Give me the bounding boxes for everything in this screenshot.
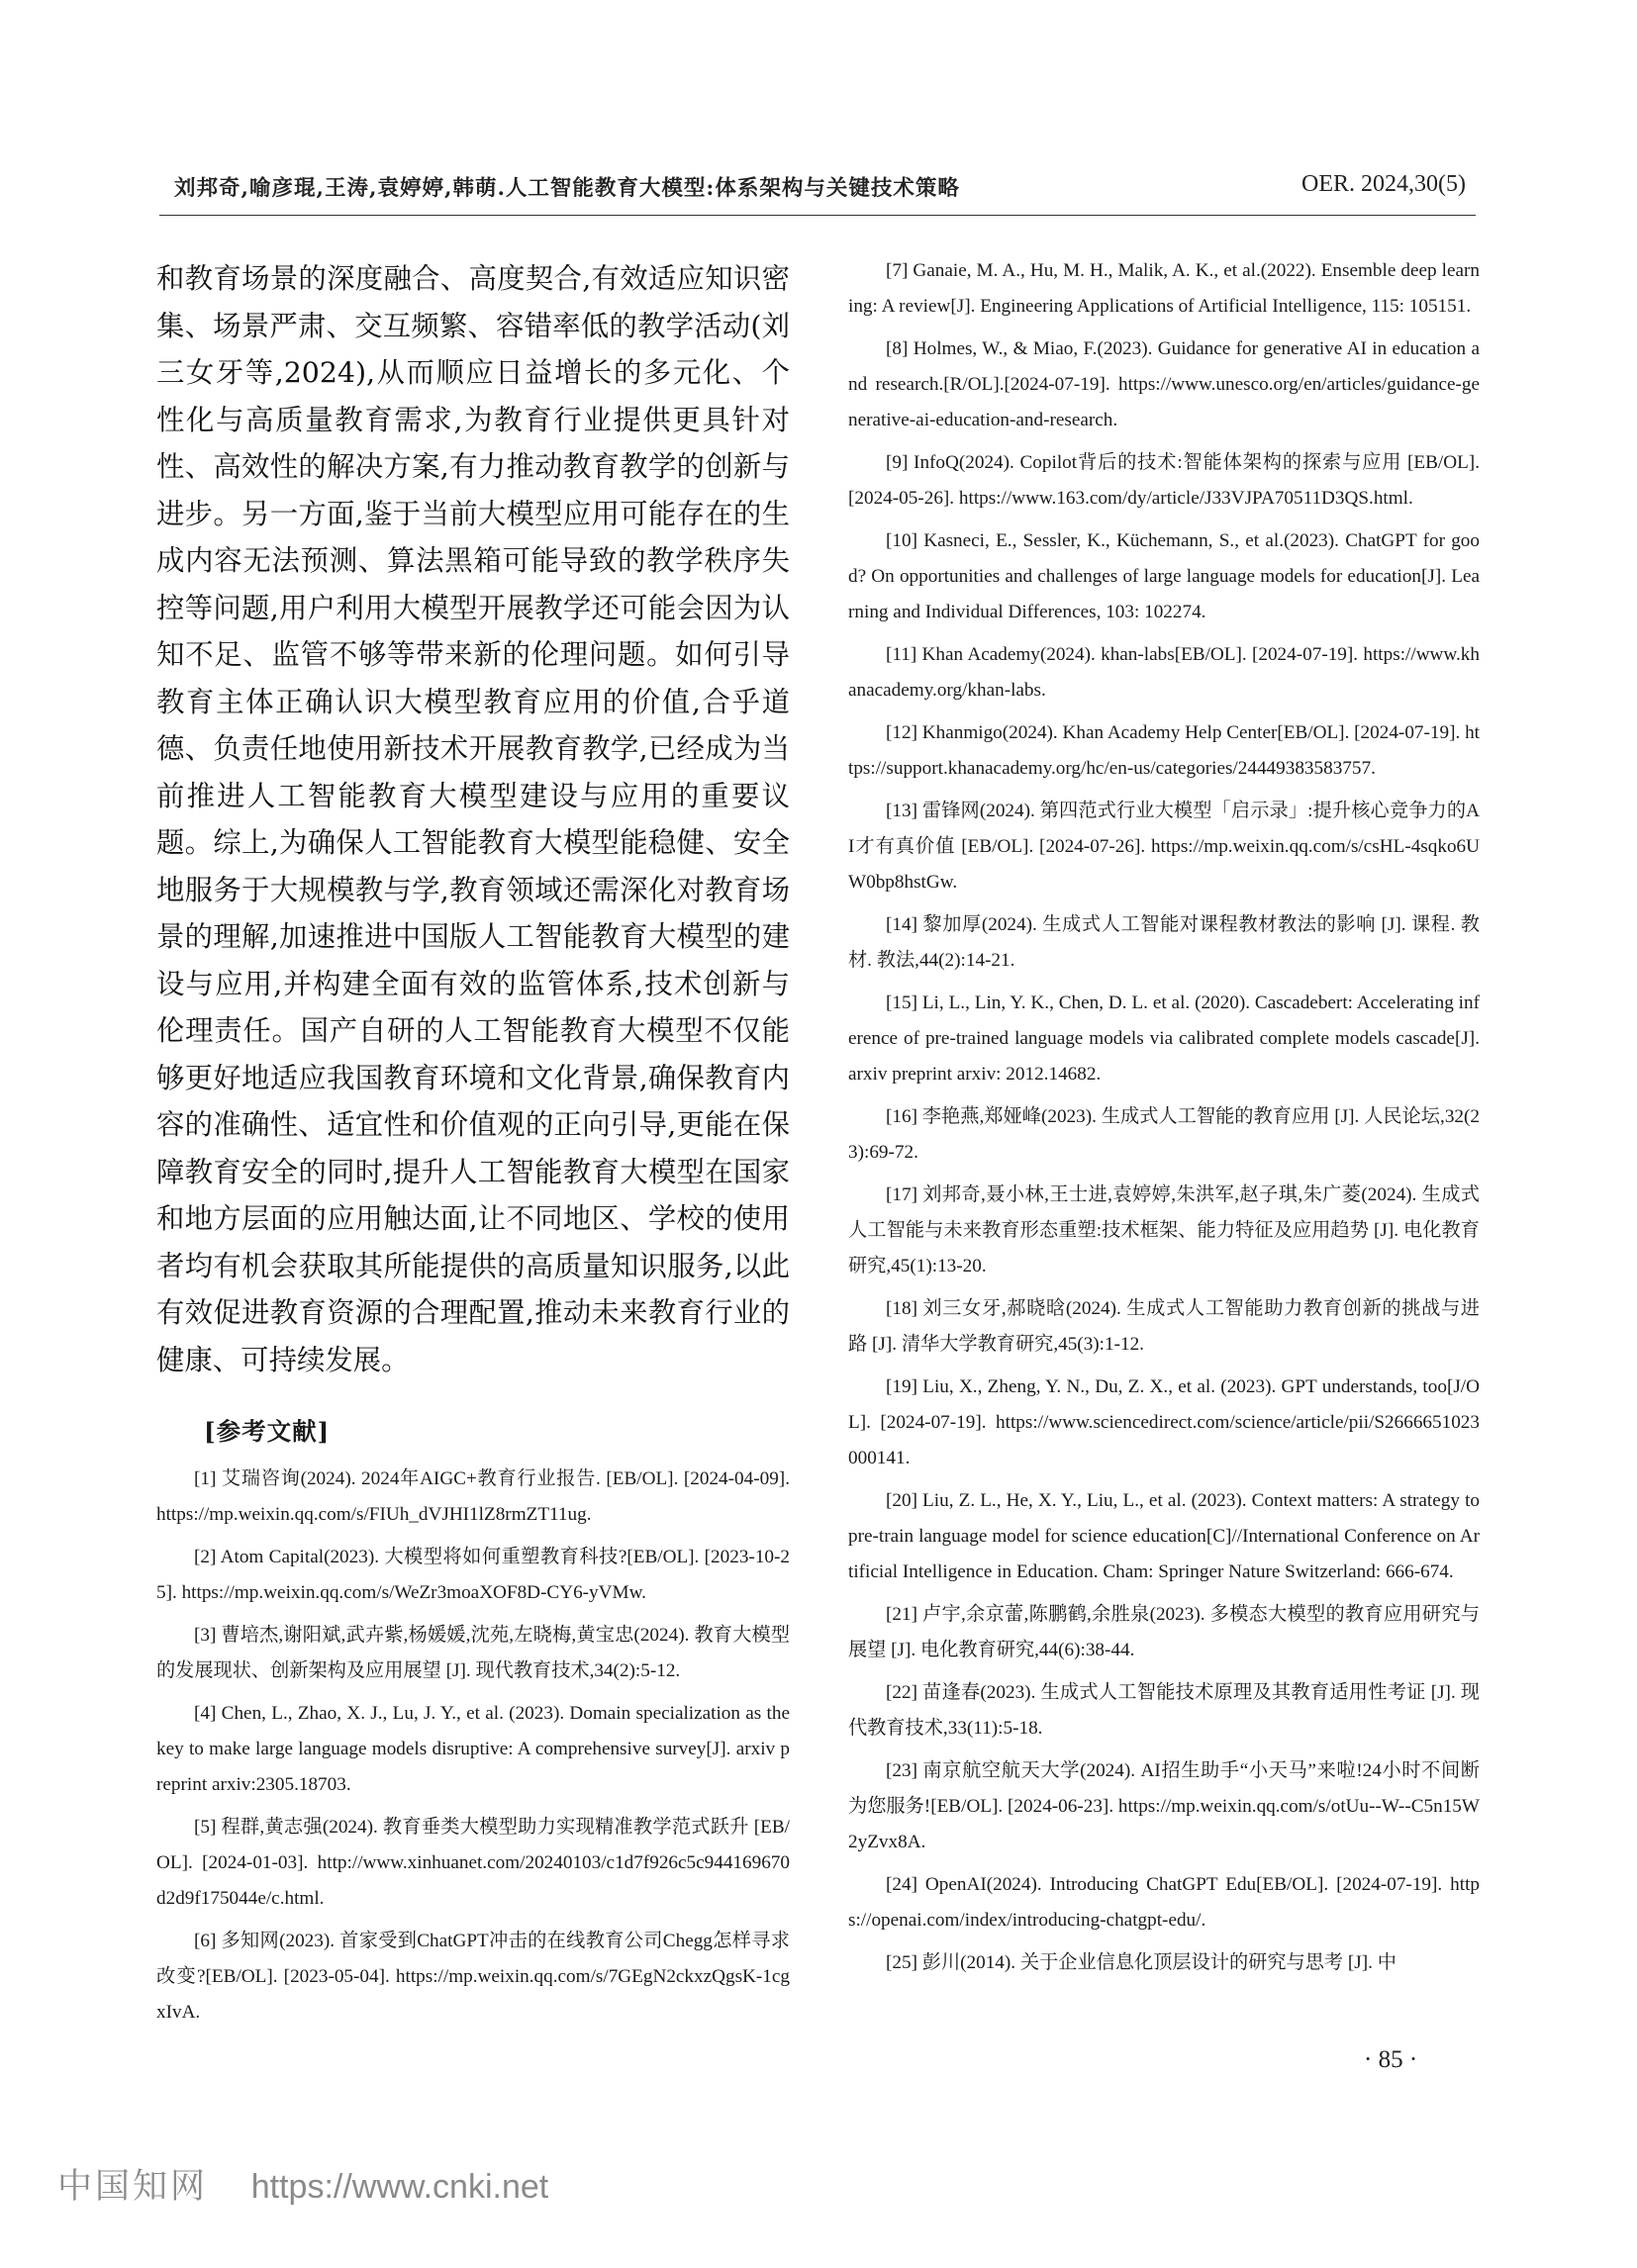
header-journal: OER. 2024,30(5) xyxy=(1301,171,1466,197)
reference-item: [13] 雷锋网(2024). 第四范式行业大模型「启示录」:提升核心竞争力的AI才有真价值 [EB/OL]. [2024-07-26]. https://mp.weixin.qq.com/s/csHL-4sqko6UW0bp8hstGw. xyxy=(848,801,1480,893)
reference-item: [4] Chen, L., Zhao, X. J., Lu, J. Y., et al. (2023). Domain specialization as the key to make large language models disruptive: A comprehensive survey[J]. arxiv preprint arxiv:2305.18703. xyxy=(156,1703,790,1795)
running-header xyxy=(174,171,1466,205)
reference-item: [15] Li, L., Lin, Y. K., Chen, D. L. et al. (2020). Cascadebert: Accelerating inference of pre-trained language models via calibrated complete models cascade[J]. arxiv preprint arxiv: 2012.14682. xyxy=(848,992,1480,1085)
reference-item: [8] Holmes, W., & Miao, F.(2023). Guidance for generative AI in education and research.[R/OL].[2024-07-19]. https://www.unesco.org/en/articles/guidance-generative-ai-education-and-research. xyxy=(848,338,1480,430)
reference-item: [16] 李艳燕,郑娅峰(2023). 生成式人工智能的教育应用 [J]. 人民论坛,32(23):69-72. xyxy=(848,1106,1480,1163)
left-column xyxy=(156,255,790,2037)
references-list-right xyxy=(848,253,1480,1981)
reference-item: [22] 苗逢春(2023). 生成式人工智能技术原理及其教育适用性考证 [J]. 现代教育技术,33(11):5-18. xyxy=(848,1682,1480,1739)
reference-item: [11] Khan Academy(2024). khan-labs[EB/OL]. [2024-07-19]. https://www.khanacademy.org/khan-labs. xyxy=(848,644,1480,701)
header-rule xyxy=(159,215,1476,216)
reference-item: [24] OpenAI(2024). Introducing ChatGPT Edu[EB/OL]. [2024-07-19]. https://openai.com/index/introducing-chatgpt-edu/. xyxy=(848,1874,1480,1931)
watermark-logo: 中国知网 xyxy=(57,2167,209,2206)
references-list-left xyxy=(156,1462,790,2031)
right-column xyxy=(848,253,1480,1988)
reference-item: [7] Ganaie, M. A., Hu, M. H., Malik, A. K., et al.(2022). Ensemble deep learning: A review[J]. Engineering Applications of Artificial Intelligence, 115: 105151. xyxy=(848,260,1480,317)
reference-item: [3] 曹培杰,谢阳斌,武卉紫,杨媛媛,沈苑,左晓梅,黄宝忠(2024). 教育大模型的发展现状、创新架构及应用展望 [J]. 现代教育技术,34(2):5-12. xyxy=(156,1625,790,1681)
reference-item: [17] 刘邦奇,聂小林,王士进,袁婷婷,朱洪军,赵子琪,朱广菱(2024). 生成式人工智能与未来教育形态重塑:技术框架、能力特征及应用趋势 [J]. 电化教育研究,45(1):13-20. xyxy=(848,1184,1480,1276)
reference-item: [19] Liu, X., Zheng, Y. N., Du, Z. X., et al. (2023). GPT understands, too[J/OL]. [2024-07-19]. https://www.sciencedirect.com/science/article/pii/S2666651023000141. xyxy=(848,1376,1480,1468)
reference-item: [1] 艾瑞咨询(2024). 2024年AIGC+教育行业报告. [EB/OL]. [2024-04-09]. https://mp.weixin.qq.com/s/FIUh_dVJHI1lZ8rmZT11ug. xyxy=(156,1468,790,1525)
cnki-watermark xyxy=(57,2159,548,2209)
reference-item: [23] 南京航空航天大学(2024). AI招生助手“小天马”来啦!24小时不间断为您服务![EB/OL]. [2024-06-23]. https://mp.weixin.qq.com/s/otUu--W--C5n15W2yZvx8A. xyxy=(848,1760,1480,1852)
reference-item: [20] Liu, Z. L., He, X. Y., Liu, L., et al. (2023). Context matters: A strategy to pre-train language model for science education[C]//International Conference on Artificial Intelligence in Education. Cham: Springer Nature Switzerland: 666-674. xyxy=(848,1490,1480,1582)
reference-item: [6] 多知网(2023). 首家受到ChatGPT冲击的在线教育公司Chegg怎样寻求改变?[EB/OL]. [2023-05-04]. https://mp.weixin.qq.com/s/7GEgN2ckxzQgsK-1cgxIvA. xyxy=(156,1931,790,2023)
reference-item: [25] 彭川(2014). 关于企业信息化顶层设计的研究与思考 [J]. 中 xyxy=(886,1952,1396,1973)
reference-item: [12] Khanmigo(2024). Khan Academy Help Center[EB/OL]. [2024-07-19]. https://support.khanacademy.org/hc/en-us/categories/24449383583757. xyxy=(848,722,1480,779)
reference-item: [10] Kasneci, E., Sessler, K., Küchemann, S., et al.(2023). ChatGPT for good? On opportunities and challenges of large language models for education[J]. Learning and Individual Differences, 103: 102274. xyxy=(848,530,1480,622)
reference-item: [18] 刘三女牙,郝晓晗(2024). 生成式人工智能助力教育创新的挑战与进路 [J]. 清华大学教育研究,45(3):1-12. xyxy=(848,1298,1480,1355)
references-heading: [参考文献] xyxy=(204,1417,331,1446)
reference-item: [9] InfoQ(2024). Copilot背后的技术:智能体架构的探索与应用 [EB/OL]. [2024-05-26]. https://www.163.com/dy/article/J33VJPA70511D3QS.html. xyxy=(848,452,1480,509)
page-number: · 85 · xyxy=(1364,2046,1418,2073)
reference-item: [21] 卢宇,余京蕾,陈鹏鹤,余胜泉(2023). 多模态大模型的教育应用研究与展望 [J]. 电化教育研究,44(6):38-44. xyxy=(848,1604,1480,1660)
reference-item: [2] Atom Capital(2023). 大模型将如何重塑教育科技?[EB/OL]. [2023-10-25]. https://mp.weixin.qq.com/s/WeZr3moaXOF8D-CY6-yVMw. xyxy=(156,1547,790,1603)
watermark-url: https://www.cnki.net xyxy=(250,2168,549,2206)
body-paragraph: 和教育场景的深度融合、高度契合,有效适应知识密集、场景严肃、交互频繁、容错率低的教学活动(刘三女牙等,2024),从而顺应日益增长的多元化、个性化与高质量教育需求,为教育行业提供更具针对性、高效性的解决方案,有力推动教育教学的创新与进步。另一方面,鉴于当前大模型应用可能存在的生成内容无法预测、算法黑箱可能导致的教学秩序失控等问题,用户利用大模型开展教学还可能会因为认知不足、监管不够等带来新的伦理问题。如何引导教育主体正确认识大模型教育应用的价值,合乎道德、负责任地使用新技术开展教育教学,已经成为当前推进人工智能教育大模型建设与应用的重要议题。综上,为确保人工智能教育大模型能稳健、安全地服务于大规模教与学,教育领域还需深化对教育场景的理解,加速推进中国版人工智能教育大模型的建设与应用,并构建全面有效的监管体系,技术创新与伦理责任。国产自研的人工智能教育大模型不仅能够更好地适应我国教育环境和文化背景,确保教育内容的准确性、适宜性和价值观的正向引导,更能在保障教育安全的同时,提升人工智能教育大模型在国家和地方层面的应用触达面,让不同地区、学校的使用者均有机会获取其所能提供的高质量知识服务,以此有效促进教育资源的合理配置,推动未来教育行业的健康、可持续发展。 xyxy=(156,262,790,1376)
reference-item: [5] 程群,黄志强(2024). 教育垂类大模型助力实现精准教学范式跃升 [EB/OL]. [2024-01-03]. http://www.xinhuanet.com/20240103/c1d7f926c5c944169670d2d9f175044e/c.html. xyxy=(156,1817,790,1909)
reference-item: [14] 黎加厚(2024). 生成式人工智能对课程教材教法的影响 [J]. 课程. 教材. 教法,44(2):14-21. xyxy=(848,914,1480,971)
header-authors-title: 刘邦奇,喻彦琨,王涛,袁婷婷,韩萌.人工智能教育大模型:体系架构与关键技术策略 xyxy=(174,176,960,201)
